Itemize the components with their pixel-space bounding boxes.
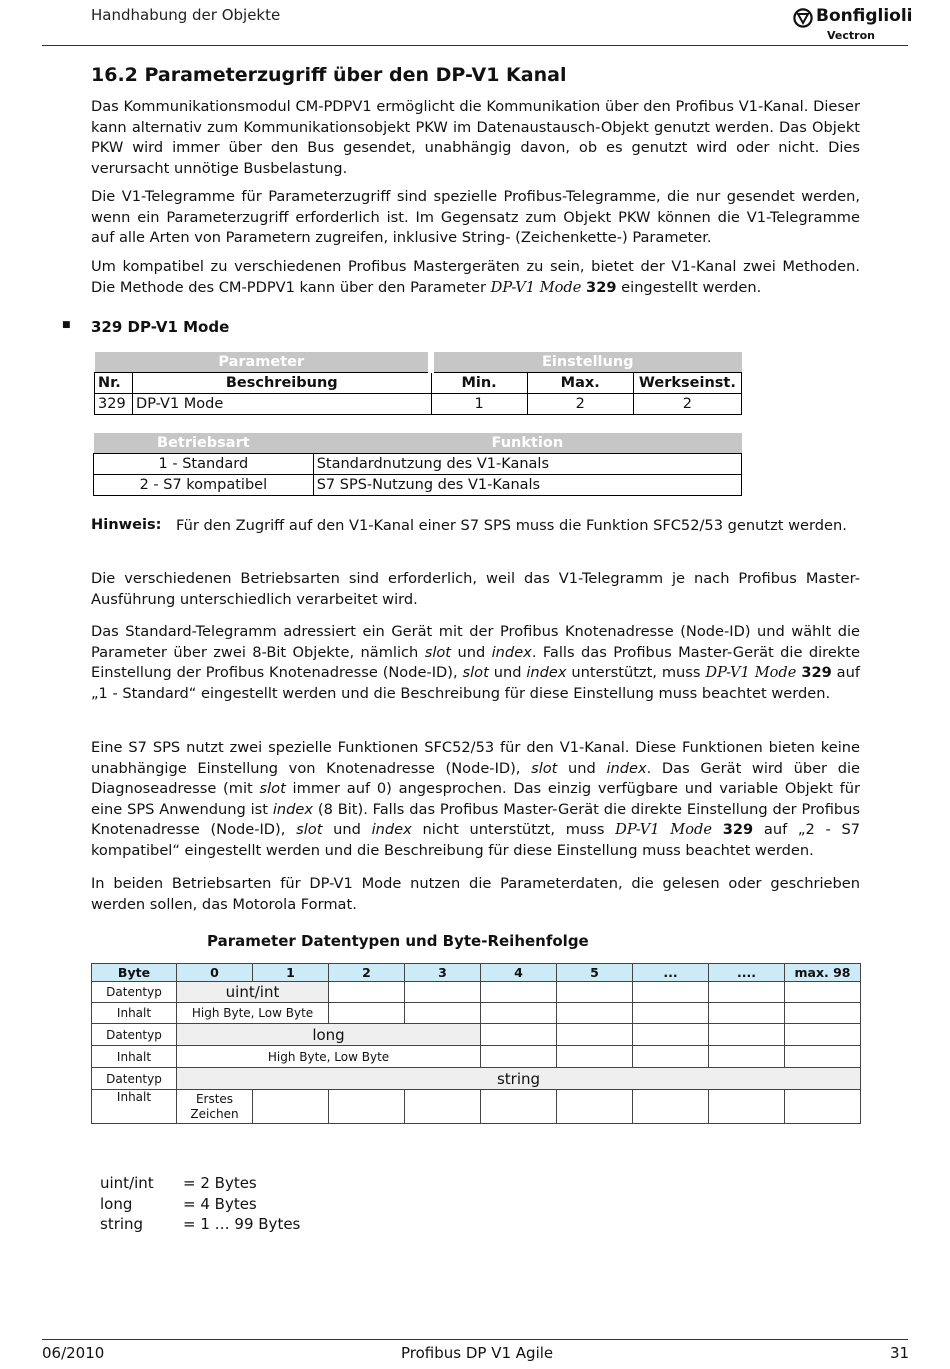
legend-key: long bbox=[100, 1194, 133, 1213]
col-byte-5: 5 bbox=[557, 964, 633, 982]
col-byte-ellipsis: ... bbox=[633, 964, 709, 982]
legend-key: string bbox=[100, 1215, 144, 1233]
table-row bbox=[94, 454, 742, 475]
row-label-datatype: Datentyp bbox=[92, 982, 177, 1003]
legend-value: = 1 … 99 Bytes bbox=[183, 1215, 301, 1233]
cell-mode: 2 - S7 kompatibel bbox=[94, 475, 314, 496]
header-section-title: Handhabung der Objekte bbox=[91, 6, 281, 24]
paragraph-motorola: In beiden Betriebsarten für DP-V1 Mode nutzen die Parameterdaten, die gelesen oder geschrieben werden sollen, das Motorola Format. bbox=[91, 875, 860, 913]
cell-description: DP-V1 Mode bbox=[133, 394, 431, 415]
paragraph-s7: Eine S7 SPS nutzt zwei spezielle Funktionen SFC52/53 für den V1-Kanal. Diese Funktionen bieten keine unabhängige Einstellung von Knotenadresse (Node-ID), slot und index. Das Gerät wird über die Diagnoseadresse (mit slot immer auf 0) angesprochen. Das einzig verfügbare und variable Objekt für eine SPS Anwendung ist index (8 Bit). Falls das Profibus Master-Gerät die direkte Einstellung der Profibus Knotenadresse (Node-ID), slot und index nicht unterstützt, muss DP-V1 Mode 329 auf „2 - S7 kompatibel“ eingestellt werden und die Beschreibung für diese Einstellung muss beachtet werden. bbox=[91, 739, 861, 859]
row-label-datatype: Datentyp bbox=[92, 1068, 177, 1090]
param-name-ref: DP-V1 Mode bbox=[705, 664, 797, 681]
legend-value: = 4 Bytes bbox=[183, 1194, 257, 1213]
paragraph-modes: Die verschiedenen Betriebsarten sind erforderlich, weil das V1-Telegramm je nach Profibus Master-Ausführung unterschiedlich verarbeitet wird. bbox=[91, 570, 860, 608]
row-label-content: Inhalt bbox=[92, 1046, 177, 1068]
col-byte-3: 3 bbox=[405, 964, 481, 982]
col-byte: Byte bbox=[92, 964, 177, 982]
note-label: Hinweis: bbox=[91, 516, 162, 533]
note-text: Für den Zugriff auf den V1-Kanal einer S7 SPS muss die Funktion SFC52/53 genutzt werden. bbox=[176, 517, 847, 534]
footer-divider bbox=[42, 1339, 908, 1340]
brand-subname: Vectron bbox=[827, 29, 875, 42]
col-byte-max: max. 98 bbox=[785, 964, 861, 982]
table-row bbox=[94, 475, 742, 496]
row-label-content: Inhalt bbox=[92, 1090, 177, 1124]
byte-table-title: Parameter Datentypen und Byte-Reihenfolge bbox=[207, 932, 589, 950]
table-row bbox=[92, 982, 861, 1003]
col-default: Werkseinst. bbox=[633, 373, 741, 394]
row-label-datatype: Datentyp bbox=[92, 1024, 177, 1046]
paragraph-v1-telegrams: Die V1-Telegramme für Parameterzugriff sind spezielle Profibus-Telegramme, die nur gesendet werden, wenn ein Parameterzugriff erforderlich ist. Im Gegensatz zum Objekt PKW können die V1-Telegramme auf alle Arten von Parametern zugreifen, inklusive String- (Zeichenkette-) Parameter. bbox=[91, 188, 860, 246]
parameter-table bbox=[94, 352, 742, 415]
paragraph-standard: Das Standard-Telegramm adressiert ein Gerät mit der Profibus Knotenadresse (Node-ID) und wählt die Parameter über zwei 8-Bit Objekte, nämlich slot und index. Falls das Profibus Master-Gerät die direkte Einstellung der Profibus Knotenadresse (Node-ID), slot und index unterstützt, muss DP-V1 Mode 329 auf „1 - Standard“ eingestellt werden und die Beschreibung für diese Einstellung muss beachtet werden. bbox=[91, 623, 860, 702]
param-number-ref: 329 bbox=[586, 278, 617, 296]
paragraph-methods: Um kompatibel zu verschiedenen Profibus Mastergeräten zu sein, bietet der V1-Kanal zwei Methoden. Die Methode des CM-PDPV1 kann über den Parameter DP-V1 Mode 329 eingestellt werden. bbox=[91, 258, 860, 296]
cell-function: S7 SPS-Nutzung des V1-Kanals bbox=[313, 475, 741, 496]
col-byte-1: 1 bbox=[253, 964, 329, 982]
col-byte-4: 4 bbox=[481, 964, 557, 982]
param-name-ref: DP-V1 Mode bbox=[615, 821, 712, 838]
table-row bbox=[92, 1068, 861, 1090]
footer-page-number: 31 bbox=[890, 1344, 910, 1362]
table-row bbox=[92, 1046, 861, 1068]
cell-nr: 329 bbox=[95, 394, 133, 415]
table-row bbox=[95, 394, 742, 415]
parameter-title: 329 DP-V1 Mode bbox=[91, 318, 230, 336]
param-group-header: Parameter bbox=[95, 352, 432, 373]
param-number-ref: 329 bbox=[801, 664, 832, 681]
col-function: Funktion bbox=[313, 433, 741, 454]
col-byte-ellipsis-2: .... bbox=[709, 964, 785, 982]
long-type-cell: long bbox=[177, 1024, 481, 1046]
col-max: Max. bbox=[527, 373, 633, 394]
table-row bbox=[92, 1090, 861, 1124]
cell-function: Standardnutzung des V1-Kanals bbox=[313, 454, 741, 475]
legend-key: uint/int bbox=[100, 1174, 154, 1192]
col-description: Beschreibung bbox=[133, 373, 431, 394]
section-heading: 16.2 Parameterzugriff über den DP-V1 Kanal bbox=[91, 64, 567, 86]
col-nr: Nr. bbox=[95, 373, 133, 394]
brand-logo bbox=[793, 6, 913, 46]
footer-date: 06/2010 bbox=[42, 1344, 105, 1362]
col-min: Min. bbox=[431, 373, 527, 394]
byte-order-table bbox=[91, 963, 861, 1124]
cell-max: 2 bbox=[527, 394, 633, 415]
param-number-ref: 329 bbox=[722, 821, 754, 838]
uint-content-cell: High Byte, Low Byte bbox=[177, 1003, 329, 1024]
bullet-marker: ■ bbox=[62, 320, 71, 330]
param-name-ref: DP-V1 Mode bbox=[490, 278, 582, 296]
long-content-cell: High Byte, Low Byte bbox=[177, 1046, 481, 1068]
bonfiglioli-logo-icon bbox=[793, 8, 813, 28]
col-byte-2: 2 bbox=[329, 964, 405, 982]
header-divider bbox=[42, 45, 908, 46]
mode-table bbox=[93, 433, 742, 496]
col-mode: Betriebsart bbox=[94, 433, 314, 454]
brand-name: Bonfiglioli bbox=[816, 6, 913, 26]
cell-min: 1 bbox=[431, 394, 527, 415]
col-byte-0: 0 bbox=[177, 964, 253, 982]
cell-default: 2 bbox=[633, 394, 741, 415]
byte-header-row bbox=[92, 964, 861, 982]
cell-mode: 1 - Standard bbox=[94, 454, 314, 475]
uint-type-cell: uint/int bbox=[177, 982, 329, 1003]
setting-group-header: Einstellung bbox=[431, 352, 742, 373]
table-row bbox=[92, 1024, 861, 1046]
string-first-char-cell: Erstes Zeichen bbox=[177, 1090, 253, 1124]
legend-value: = 2 Bytes bbox=[183, 1174, 257, 1192]
footer-title: Profibus DP V1 Agile bbox=[401, 1344, 554, 1362]
row-label-content: Inhalt bbox=[92, 1003, 177, 1024]
table-row bbox=[92, 1003, 861, 1024]
paragraph-intro: Das Kommunikationsmodul CM-PDPV1 ermöglicht die Kommunikation über den Profibus V1-Kanal. Dieser kann alternativ zum Kommunikationsobjekt PKW im Datenaustausch-Objekt genutzt werden. Das Objekt PKW wird immer über den Bus gesendet, unabhängig davon, ob es genutzt wird oder nicht. Dies verursacht unnötige Busbelastung. bbox=[91, 98, 860, 177]
string-type-cell: string bbox=[177, 1068, 861, 1090]
